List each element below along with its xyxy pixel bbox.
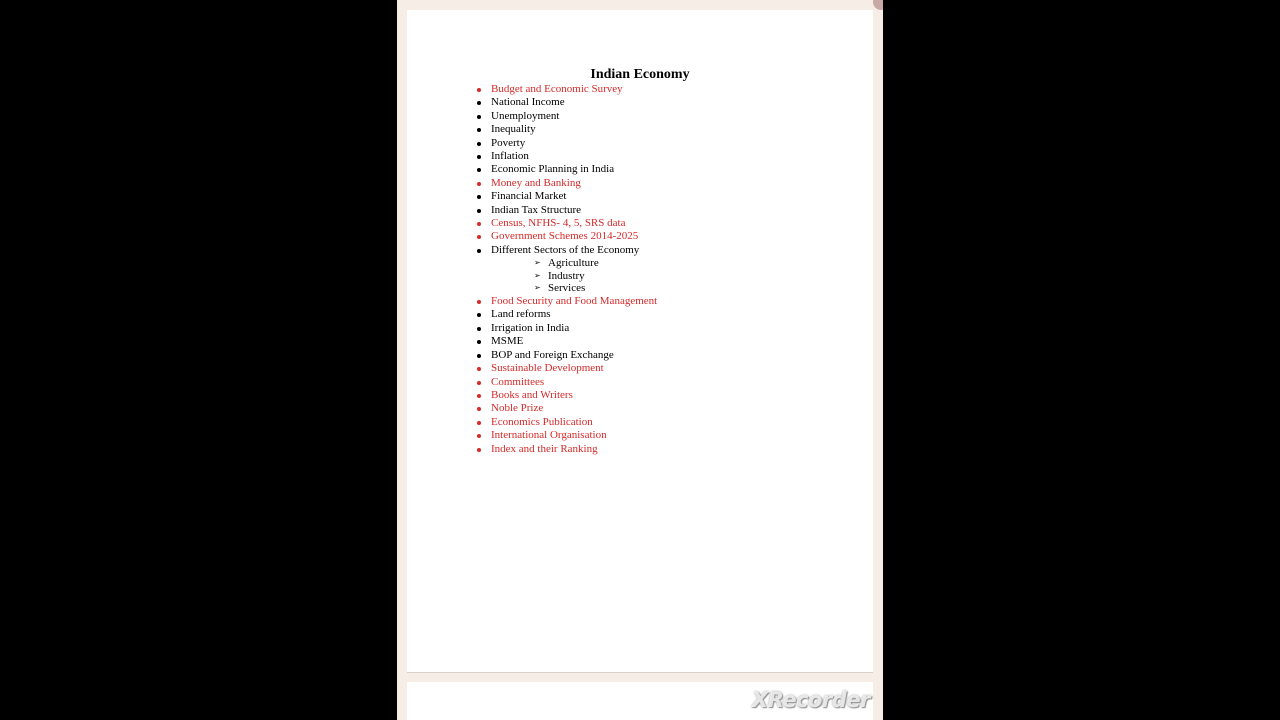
topic-label: Land reforms [491,308,551,321]
bullet-icon [477,381,481,385]
topic-label: BOP and Foreign Exchange [491,348,614,361]
bullet-icon [477,340,481,344]
bullet-icon [477,115,481,119]
topic-item [477,402,857,415]
bullet-icon [477,101,481,105]
topic-label: Unemployment [491,109,560,122]
arrow-bullet-icon: ➢ [534,258,541,268]
topic-item [477,295,857,308]
topic-label: National Income [491,96,565,109]
topic-label: Economic Planning in India [491,163,615,176]
document-page [407,10,873,673]
bullet-icon [477,88,481,92]
bullet-icon [477,249,481,253]
bullet-icon [477,300,481,304]
topic-item [477,443,857,456]
bullet-icon [477,407,481,411]
topic-item [477,335,857,348]
bullet-icon [477,142,481,146]
subtopic-label: Services [548,282,586,295]
topic-label: Books and Writers [491,388,573,401]
topic-label: Committees [491,375,545,388]
subtopic-item [491,282,857,295]
topic-item [477,244,857,295]
bullet-icon [477,128,481,132]
bullet-icon [477,155,481,159]
bullet-icon [477,168,481,172]
topic-item [477,83,857,96]
topic-item [477,349,857,362]
bullet-icon [477,209,481,213]
topic-list [477,83,857,456]
topic-label: Different Sectors of the Economy [491,243,640,256]
subtopic-item [491,257,857,270]
topic-item [477,416,857,429]
topic-label: Index and their Ranking [491,442,598,455]
arrow-bullet-icon: ➢ [534,270,541,280]
page-title: Indian Economy [590,67,690,82]
bullet-icon [477,434,481,438]
topic-item [477,389,857,402]
topic-label: MSME [491,335,524,348]
floating-recorder-icon[interactable] [873,0,883,10]
topic-label: Financial Market [491,190,567,203]
subtopic-label: Agriculture [548,257,599,270]
bullet-icon [477,195,481,199]
subtopic-item [491,270,857,283]
bullet-icon [477,235,481,239]
watermark-logo: XRecorder [752,688,870,712]
topic-item [477,137,857,150]
topic-item [477,110,857,123]
arrow-bullet-icon: ➢ [534,283,541,293]
topic-item [477,190,857,203]
bullet-icon [477,367,481,371]
topic-label: Inequality [491,123,536,136]
document-viewer[interactable] [397,0,883,720]
bullet-icon [477,222,481,226]
topic-item [477,150,857,163]
topic-label: Noble Prize [491,402,544,415]
topic-label: Sustainable Development [491,362,604,375]
topic-item [477,322,857,335]
topic-label: Government Schemes 2014-2025 [491,230,639,243]
subtopic-list [491,257,857,295]
bullet-icon [477,421,481,425]
bullet-icon [477,313,481,317]
topic-item [477,163,857,176]
subtopic-label: Industry [548,269,585,282]
topic-item [477,123,857,136]
topic-item [477,429,857,442]
topic-label: Inflation [491,150,529,163]
topic-item [477,308,857,321]
topic-item [477,177,857,190]
topic-label: Money and Banking [491,176,581,189]
bullet-icon [477,448,481,452]
bullet-icon [477,394,481,398]
topic-item [477,96,857,109]
topic-item [477,362,857,375]
topic-item [477,204,857,217]
topic-label: Budget and Economic Survey [491,83,623,95]
topic-label: Census, NFHS- 4, 5, SRS data [491,217,626,230]
topic-label: Economics Publication [491,415,593,428]
topic-item [477,376,857,389]
topic-label: Food Security and Food Management [491,295,658,308]
bullet-icon [477,327,481,331]
topic-label: Irrigation in India [491,321,570,334]
topic-label: Poverty [491,136,526,149]
topic-label: Indian Tax Structure [491,203,582,216]
bullet-icon [477,182,481,186]
topic-label: International Organisation [491,429,607,442]
topic-item [477,230,857,243]
bullet-icon [477,354,481,358]
topic-item [477,217,857,230]
